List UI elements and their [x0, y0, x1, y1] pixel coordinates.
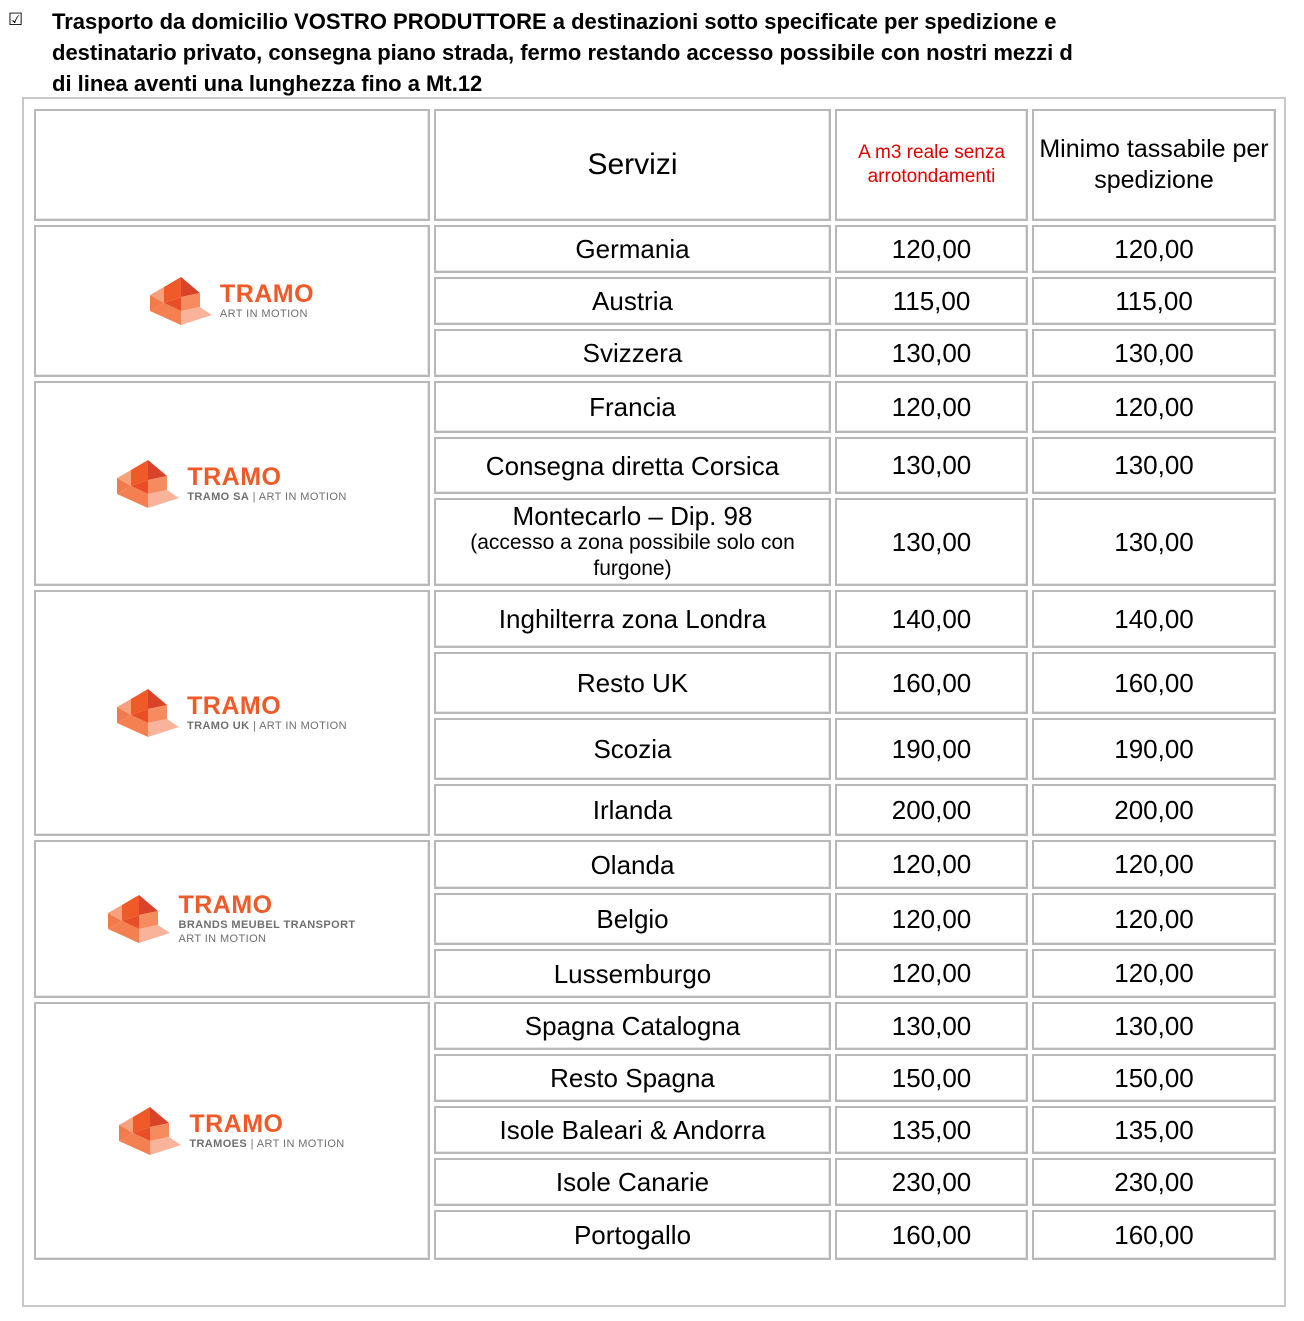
carrier-logo-cell	[34, 381, 430, 586]
logo-text	[178, 892, 355, 946]
price-per-m3: 130,00	[835, 329, 1028, 377]
destination-cell	[434, 1210, 831, 1260]
destination-cell	[434, 590, 831, 648]
destination-cell	[434, 893, 831, 945]
table-row	[34, 225, 1276, 273]
price-per-m3: 120,00	[835, 949, 1028, 998]
logo-motto-line2: ART IN MOTION	[178, 933, 267, 945]
destination-cell	[434, 329, 831, 377]
destination-name: Portogallo	[573, 1220, 692, 1250]
minimum-price: 115,00	[1032, 277, 1276, 325]
destination-cell	[434, 1002, 831, 1050]
destination-note: (accesso a zona possibile solo con furgone)	[470, 531, 795, 580]
logo-motto: ART IN MOTION	[219, 308, 308, 320]
logo-tagline	[189, 1137, 344, 1151]
destination-name: Isole Canarie	[555, 1167, 710, 1197]
destination-name: Olanda	[590, 849, 675, 880]
logo-separator: |	[249, 490, 259, 503]
minimum-price: 160,00	[1032, 652, 1276, 714]
logo-motto: ART IN MOTION	[256, 1138, 345, 1150]
minimum-price: 130,00	[1032, 437, 1276, 494]
destination-cell	[434, 718, 831, 780]
logo-separator: |	[249, 720, 260, 732]
price-per-m3: 120,00	[835, 893, 1028, 945]
tramo-logo-icon	[108, 895, 170, 943]
logo-word: TRAMO	[187, 692, 282, 720]
header-minimum: Minimo tassabile per spedizione	[1032, 109, 1276, 221]
price-per-m3: 150,00	[835, 1054, 1028, 1102]
destination-cell	[434, 498, 831, 586]
rates-body	[34, 225, 1276, 1260]
logo-text	[189, 1111, 344, 1151]
destination-name: Isole Baleari & Andorra	[499, 1115, 766, 1145]
tramo-logo	[36, 892, 428, 946]
logo-word: TRAMO	[187, 462, 282, 491]
price-per-m3: 160,00	[835, 1210, 1028, 1260]
header-services: Servizi	[434, 109, 831, 221]
checkbox-icon: ☑	[8, 10, 24, 30]
header-row	[34, 109, 1276, 221]
logo-tagline	[178, 918, 355, 932]
price-per-m3: 120,00	[835, 381, 1028, 433]
carrier-logo-cell	[34, 590, 430, 836]
destination-name: Scozia	[593, 734, 672, 764]
tramo-logo-icon	[150, 277, 212, 325]
tramo-logo	[36, 689, 428, 737]
tramo-logo-icon	[117, 689, 179, 737]
price-per-m3: 135,00	[835, 1106, 1028, 1154]
rates-table	[30, 105, 1280, 1264]
price-per-m3: 120,00	[835, 840, 1028, 889]
minimum-price: 120,00	[1032, 225, 1276, 273]
destination-name: Inghilterra zona Londra	[498, 604, 767, 634]
carrier-logo-cell	[34, 840, 430, 998]
logo-text	[187, 693, 347, 733]
logo-tagline	[220, 307, 314, 321]
destination-cell	[434, 1054, 831, 1102]
price-per-m3: 130,00	[835, 437, 1028, 494]
tramo-logo	[36, 277, 428, 325]
destination-name: Irlanda	[592, 795, 673, 825]
logo-word: TRAMO	[178, 891, 273, 919]
destination-name: Spagna Catalogna	[524, 1011, 741, 1041]
destination-cell	[434, 437, 831, 494]
minimum-price: 130,00	[1032, 329, 1276, 377]
logo-text	[220, 281, 314, 321]
carrier-logo-cell	[34, 1002, 430, 1260]
header-logo-cell	[34, 109, 430, 221]
logo-text	[187, 464, 346, 504]
destination-cell	[434, 1106, 831, 1154]
minimum-price: 200,00	[1032, 784, 1276, 836]
destination-name: Consegna diretta Corsica	[485, 450, 780, 481]
logo-division: BRANDS MEUBEL TRANSPORT	[178, 919, 356, 931]
table-row	[34, 1002, 1276, 1050]
destination-cell	[434, 381, 831, 433]
minimum-price: 190,00	[1032, 718, 1276, 780]
logo-division: TRAMO UK	[187, 720, 250, 732]
table-row	[34, 590, 1276, 648]
logo-word: TRAMO	[219, 280, 315, 308]
minimum-price: 120,00	[1032, 381, 1276, 433]
price-per-m3: 190,00	[835, 718, 1028, 780]
destination-cell	[434, 1158, 831, 1206]
destination-name: Belgio	[596, 904, 669, 934]
price-per-m3: 115,00	[835, 277, 1028, 325]
table-row	[34, 840, 1276, 889]
destination-name: Montecarlo – Dip. 98	[512, 501, 753, 531]
tramo-logo	[36, 1107, 428, 1155]
destination-cell	[434, 225, 831, 273]
tramo-logo-icon	[119, 1107, 181, 1155]
minimum-price: 120,00	[1032, 949, 1276, 998]
price-per-m3: 130,00	[835, 1002, 1028, 1050]
destination-name: Resto Spagna	[550, 1063, 715, 1093]
logo-division: TRAMOES	[189, 1138, 248, 1150]
logo-separator: |	[247, 1138, 257, 1150]
price-per-m3: 200,00	[835, 784, 1028, 836]
minimum-price: 230,00	[1032, 1158, 1276, 1206]
price-per-m3: 130,00	[835, 498, 1028, 586]
minimum-price: 120,00	[1032, 840, 1276, 889]
price-per-m3: 120,00	[835, 225, 1028, 273]
destination-cell	[434, 277, 831, 325]
table-row	[34, 381, 1276, 433]
minimum-price: 140,00	[1032, 590, 1276, 648]
logo-motto: ART IN MOTION	[258, 490, 347, 503]
minimum-price: 160,00	[1032, 1210, 1276, 1260]
minimum-price: 150,00	[1032, 1054, 1276, 1102]
minimum-price: 130,00	[1032, 498, 1276, 586]
tramo-logo-icon	[117, 460, 179, 508]
intro-text: Trasporto da domicilio VOSTRO PRODUTTORE a destinazioni sotto specificate per spedizione e destinatario privato, consegna piano strada, fermo restando accesso possibile con nostri mezzi d di linea aventi una lunghezza fino a Mt.12	[52, 9, 1073, 96]
logo-tagline	[187, 490, 346, 504]
logo-tagline	[187, 719, 347, 733]
intro-paragraph	[8, 6, 1300, 99]
destination-name: Lussemburgo	[553, 958, 712, 989]
destination-name: Francia	[589, 392, 676, 422]
logo-word: TRAMO	[189, 1110, 284, 1138]
destination-cell	[434, 949, 831, 998]
logo-motto: ART IN MOTION	[259, 720, 347, 732]
destination-cell	[434, 784, 831, 836]
destination-name: Austria	[592, 286, 673, 316]
destination-name: Svizzera	[582, 338, 683, 368]
carrier-logo-cell	[34, 225, 430, 377]
destination-cell	[434, 652, 831, 714]
destination-name: Germania	[575, 234, 690, 264]
minimum-price: 135,00	[1032, 1106, 1276, 1154]
tramo-logo	[36, 460, 428, 508]
price-per-m3: 230,00	[835, 1158, 1028, 1206]
logo-division: TRAMO SA	[187, 490, 250, 503]
price-per-m3: 160,00	[835, 652, 1028, 714]
price-per-m3: 140,00	[835, 590, 1028, 648]
destination-cell	[434, 840, 831, 889]
minimum-price: 130,00	[1032, 1002, 1276, 1050]
minimum-price: 120,00	[1032, 893, 1276, 945]
header-per-m3: A m3 reale senza arrotondamenti	[835, 109, 1028, 221]
destination-name: Resto UK	[576, 668, 689, 698]
